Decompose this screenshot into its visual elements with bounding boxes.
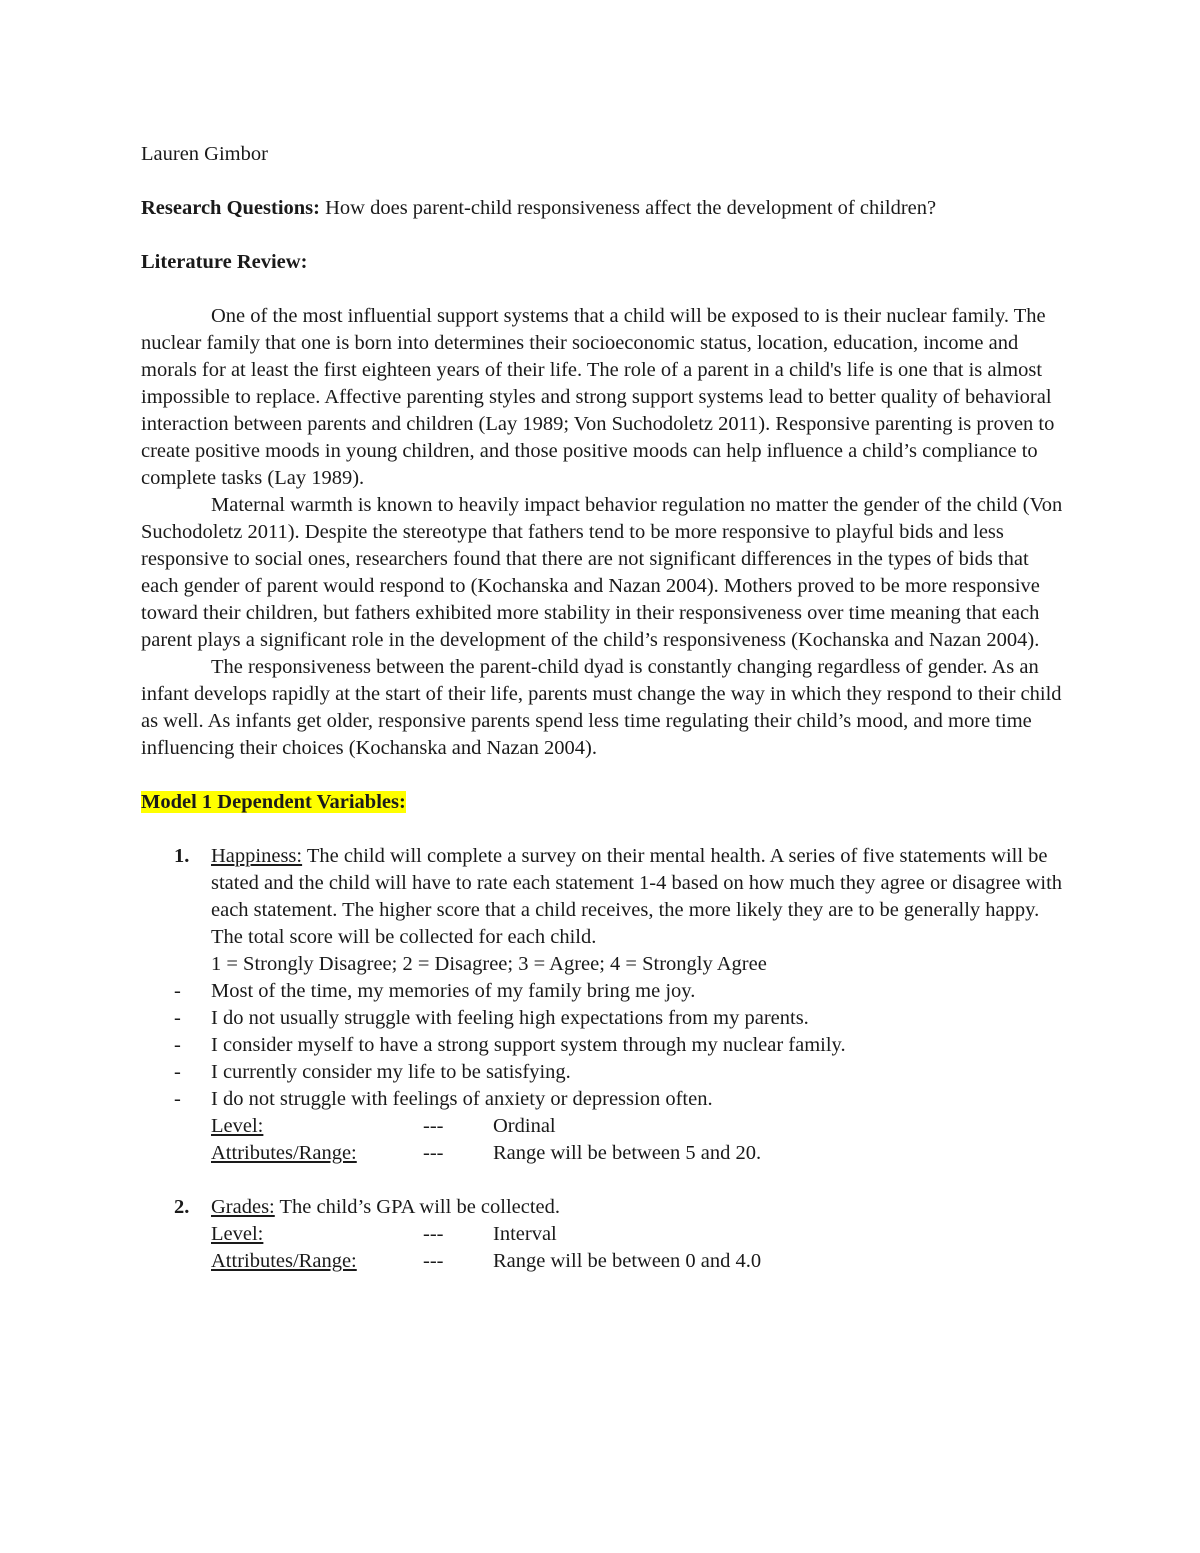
statement-text: I do not struggle with feelings of anxiety or depression often. bbox=[211, 1088, 713, 1110]
variable-description: The child will complete a survey on their mental health. A series of five statements will be stated and the child will have to rate each statement 1-4 based on how much they agree or disagree with each statement. The higher score that a child receives, the more likely they are to be generally happy. The total score will be collected for each child. bbox=[211, 845, 1063, 948]
research-question-label: Research Questions: bbox=[141, 197, 320, 219]
author-name: Lauren Gimbor bbox=[141, 143, 268, 165]
survey-statement bbox=[141, 1032, 1066, 1059]
dash-bullet: - bbox=[174, 1007, 181, 1029]
model-heading bbox=[141, 789, 1066, 816]
range-value: Range will be between 5 and 20. bbox=[493, 1142, 762, 1164]
literature-paragraph-1: One of the most influential support systems that a child will be exposed to is their nuclear family. The nuclear family that one is born into determines their socioeconomic status, location, education, income and morals for at least the first eighteen years of their life. The role of a parent in a child's life is one that is almost impossible to replace. Affective parenting styles and strong support systems lead to better quality of behavioral interaction between parents and children (Lay 1989; Von Suchodoletz 2011). Responsive parenting is proven to create positive moods in young children, and those positive moods can help influence a child’s compliance to complete tasks (Lay 1989). bbox=[141, 305, 1055, 489]
model-heading-text: Model 1 Dependent Variables: bbox=[141, 791, 406, 813]
level-label: Level: bbox=[211, 1115, 264, 1137]
level-row bbox=[141, 1221, 1066, 1248]
variable-term: Grades: bbox=[211, 1196, 275, 1218]
survey-statement bbox=[141, 978, 1066, 1005]
range-value: Range will be between 0 and 4.0 bbox=[493, 1250, 762, 1272]
level-separator: --- bbox=[423, 1115, 444, 1137]
literature-paragraph-2: Maternal warmth is known to heavily impact behavior regulation no matter the gender of the child (Von Suchodoletz 2011). Despite the stereotype that fathers tend to be more responsive to playful bids and less responsive to social ones, researchers found that there are not significant differences in the types of bids that each gender of parent would respond to (Kochanska and Nazan 2004). Mothers proved to be more responsive toward their children, but fathers exhibited more stability in their responsiveness over time meaning that each parent plays a significant role in the development of the child’s responsiveness (Kochanska and Nazan 2004). bbox=[141, 494, 1063, 651]
variable-item-grades bbox=[141, 1194, 1066, 1221]
range-row bbox=[141, 1248, 1066, 1275]
survey-statement bbox=[141, 1086, 1066, 1113]
survey-statement bbox=[141, 1005, 1066, 1032]
dash-bullet: - bbox=[174, 980, 181, 1002]
document-page bbox=[141, 141, 1066, 1275]
statement-text: I consider myself to have a strong support system through my nuclear family. bbox=[211, 1034, 846, 1056]
item-number: 2. bbox=[174, 1196, 190, 1218]
range-separator: --- bbox=[423, 1250, 444, 1272]
research-question-text: How does parent-child responsiveness affect the development of children? bbox=[320, 197, 937, 219]
dash-bullet: - bbox=[174, 1061, 181, 1083]
variable-term: Happiness: bbox=[211, 845, 303, 867]
item-number: 1. bbox=[174, 845, 190, 867]
range-label: Attributes/Range: bbox=[211, 1142, 357, 1164]
literature-review-heading: Literature Review: bbox=[141, 251, 308, 273]
level-separator: --- bbox=[423, 1223, 444, 1245]
research-question bbox=[141, 195, 1066, 222]
statement-text: I do not usually struggle with feeling high expectations from my parents. bbox=[211, 1007, 809, 1029]
range-label: Attributes/Range: bbox=[211, 1250, 357, 1272]
range-row bbox=[141, 1140, 1066, 1167]
statement-text: Most of the time, my memories of my family bring me joy. bbox=[211, 980, 696, 1002]
variable-description: The child’s GPA will be collected. bbox=[274, 1196, 561, 1218]
literature-paragraph-3: The responsiveness between the parent-child dyad is constantly changing regardless of gender. As an infant develops rapidly at the start of their life, parents must change the way in which they respond to their child as well. As infants get older, responsive parents spend less time regulating their child’s mood, and more time influencing their choices (Kochanska and Nazan 2004). bbox=[141, 656, 1062, 759]
level-value: Ordinal bbox=[493, 1115, 556, 1137]
rating-scale bbox=[141, 951, 1066, 978]
rating-scale-text: 1 = Strongly Disagree; 2 = Disagree; 3 = Agree; 4 = Strongly Agree bbox=[211, 953, 767, 975]
survey-statement bbox=[141, 1059, 1066, 1086]
statement-text: I currently consider my life to be satisfying. bbox=[211, 1061, 571, 1083]
dash-bullet: - bbox=[174, 1034, 181, 1056]
level-value: Interval bbox=[493, 1223, 557, 1245]
dash-bullet: - bbox=[174, 1088, 181, 1110]
level-label: Level: bbox=[211, 1223, 264, 1245]
level-row bbox=[141, 1113, 1066, 1140]
range-separator: --- bbox=[423, 1142, 444, 1164]
variable-item-happiness bbox=[141, 843, 1066, 951]
